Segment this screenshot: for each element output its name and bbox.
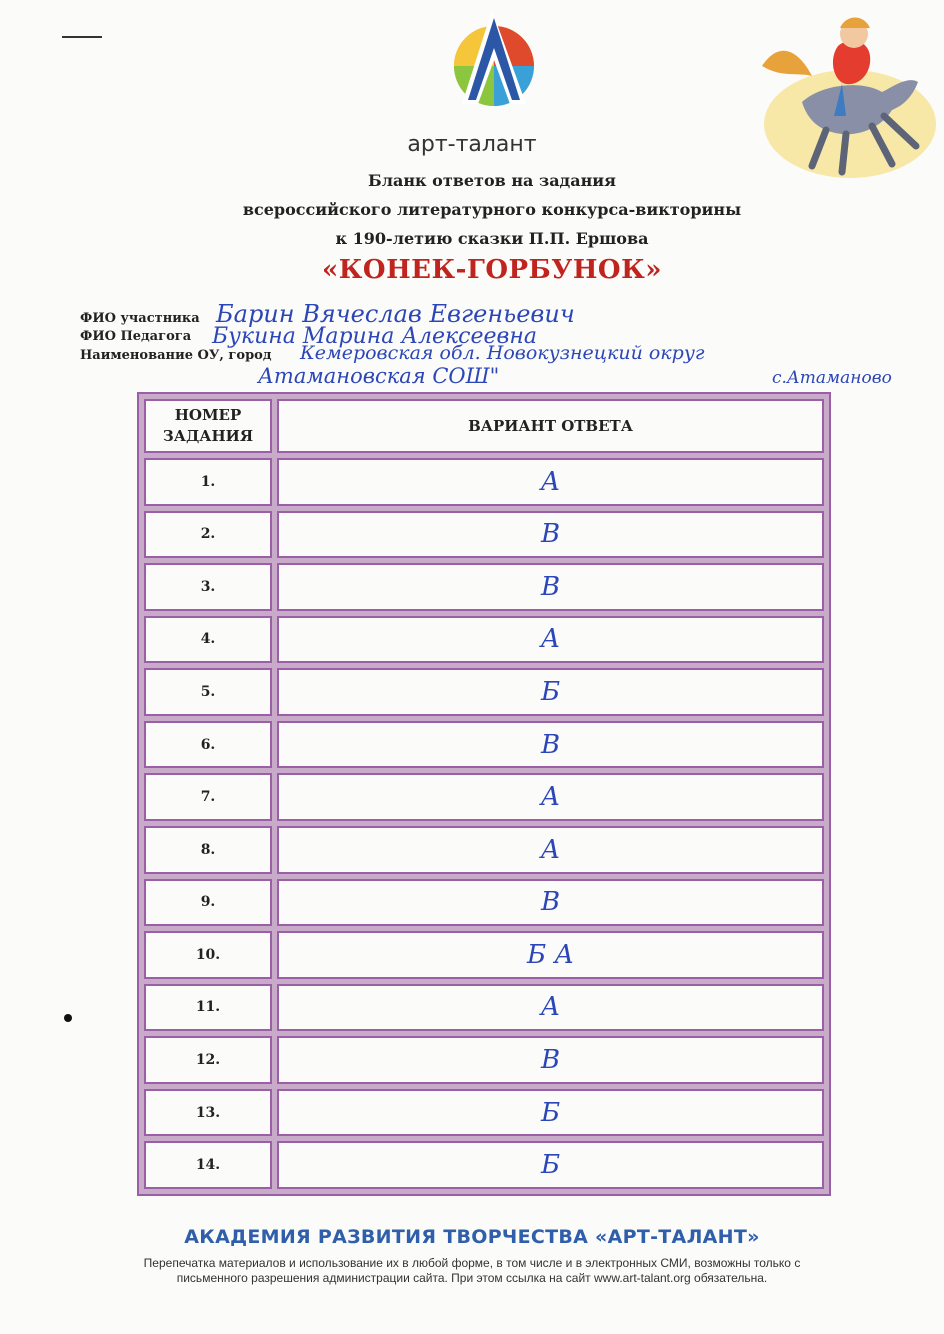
teacher-value: Букина Марина Алексеевна — [212, 324, 537, 349]
school-value-line-1: Кемеровская обл. Новокузнецкий округ — [300, 342, 705, 364]
art-talant-logo-icon — [448, 8, 540, 116]
participant-info — [80, 300, 940, 390]
task-number: 6. — [144, 721, 272, 769]
task-number: 11. — [144, 984, 272, 1032]
column-header-answer: ВАРИАНТ ОТВЕТА — [277, 399, 824, 453]
school-value-line-3: с.Атаманово — [772, 368, 892, 388]
task-number: 8. — [144, 826, 272, 874]
answer-value: Б — [277, 1089, 824, 1137]
task-number: 9. — [144, 879, 272, 927]
ink-dot — [64, 1014, 72, 1022]
pen-mark — [62, 36, 102, 38]
form-header — [0, 166, 944, 285]
copyright-note-line-1: Перепечатка материалов и использование их в любой форме, в том числе и в электронных СМИ, возможны только с — [143, 1256, 801, 1270]
participant-value: Барин Вячеслав Евгеньевич — [216, 300, 575, 328]
task-number: 5. — [144, 668, 272, 716]
answer-value: Б — [277, 668, 824, 716]
answer-value: Б А — [277, 931, 824, 979]
page-footer — [0, 1226, 944, 1286]
column-header-number: НОМЕР ЗАДАНИЯ — [144, 399, 272, 453]
header-line-1: Бланк ответов на задания — [368, 171, 616, 190]
answer-value: В — [277, 511, 824, 559]
answer-value: В — [277, 1036, 824, 1084]
task-number: 3. — [144, 563, 272, 611]
header-line-3: к 190-летию сказки П.П. Ершова — [335, 229, 649, 248]
answer-value: А — [277, 773, 824, 821]
task-number: 2. — [144, 511, 272, 559]
school-value-line-2: Атамановская СОШ" — [258, 364, 500, 388]
answer-value: В — [277, 721, 824, 769]
answer-value: Б — [277, 1141, 824, 1189]
answer-value: А — [277, 984, 824, 1032]
answer-value: В — [277, 563, 824, 611]
task-number: 7. — [144, 773, 272, 821]
brand-name: арт-талант — [407, 132, 537, 157]
header-line-2: всероссийского литературного конкурса-викторины — [242, 200, 742, 219]
task-number: 12. — [144, 1036, 272, 1084]
task-number: 10. — [144, 931, 272, 979]
school-label: Наименование ОУ, город — [80, 348, 272, 363]
answer-value: В — [277, 879, 824, 927]
task-number: 14. — [144, 1141, 272, 1189]
answer-value: А — [277, 616, 824, 664]
task-number: 1. — [144, 458, 272, 506]
teacher-label: ФИО Педагога — [80, 329, 192, 344]
answer-table — [137, 392, 831, 1196]
answer-value: А — [277, 826, 824, 874]
task-number: 4. — [144, 616, 272, 664]
task-number: 13. — [144, 1089, 272, 1137]
rider-horse-illustration — [742, 6, 938, 182]
contest-title: «КОНЕК-ГОРБУНОК» — [322, 255, 662, 285]
answer-value: А — [277, 458, 824, 506]
copyright-note-line-2: письменного разрешения администрации сайта. При этом ссылка на сайт www.art-talant.org обязательна. — [176, 1271, 768, 1285]
academy-name: АКАДЕМИЯ РАЗВИТИЯ ТВОРЧЕСТВА «АРТ-ТАЛАНТ» — [184, 1226, 760, 1248]
participant-label: ФИО участника — [80, 311, 200, 326]
